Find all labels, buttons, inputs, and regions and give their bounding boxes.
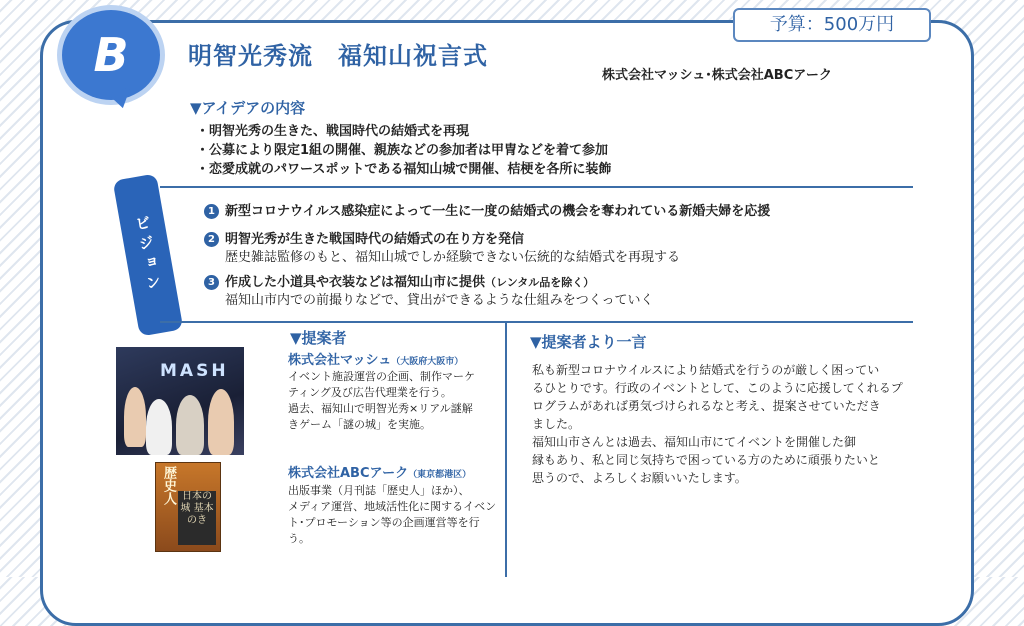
idea-item: ・恋愛成就のパワースポットである福知山城で開催、桔梗を各所に装飾 — [196, 162, 612, 177]
vision-tag: ビジョン — [113, 173, 184, 336]
budget-box: 予算：500万円 — [733, 8, 931, 42]
magazine-cover-text: 日本の城 基本のき — [178, 491, 216, 545]
idea-item: ・公募により限定1組の開催、親族などの参加者は甲冑などを着て参加 — [196, 143, 609, 158]
proposer-name-mash: 株式会社マッシュ（大阪府大阪市） — [288, 353, 464, 368]
person-figure — [208, 389, 234, 455]
vision-sub: 歴史雑誌監修のもと、福知山城でしか経験できない伝統的な結婚式を再現する — [225, 250, 681, 265]
vision-item-2 — [204, 231, 680, 267]
mash-team-photo — [116, 347, 244, 455]
proposer-desc-mash: イベント施設運営の企画、制作マーケ ティング及び広告代理業を行う。 過去、福知山で明智光秀×リアル謎解 きゲーム「謎の城」を実施。 — [288, 370, 475, 431]
page-title: 明智光秀流 福知山祝言式 — [188, 42, 488, 70]
proposer-desc-abc: 出版事業（月刊誌「歴史人」ほか）、 メディア運営、地域活性化に関するイベン ト･プロモーション等の企画運営等を行う。 — [288, 484, 497, 545]
number-badge: 3 — [204, 275, 219, 290]
number-badge: 1 — [204, 204, 219, 219]
proposer-name-abc: 株式会社ABCアーク（東京都港区） — [288, 466, 472, 481]
proposer-heading: ▼提案者 — [290, 329, 347, 347]
person-figure — [124, 387, 146, 447]
vision-sub: 福知山市内での前撮りなどで、貸出ができるような仕組みをつくっていく — [225, 293, 654, 308]
divider-middle — [160, 321, 913, 323]
magazine-title: 歴史人 — [161, 466, 176, 505]
idea-heading: ▼アイデアの内容 — [190, 99, 306, 117]
message-body: 私も新型コロナウイルスにより結婚式を行うのが厳しく困ってい るひとりです。行政のイベントとして、このように応援してくれるプ ログラムがあれば勇気づけられるなと考え、提案させていただき ました。 福知山市さんとは過去、福知山市にてイベントを開催した御 縁もあり、私と同じ気持ちで困っている方のために頑張りたいと 思うので、よろしくお願いいたします。 — [532, 363, 903, 485]
person-figure — [176, 395, 204, 455]
vision-item-3 — [204, 274, 653, 310]
idea-list — [196, 122, 611, 179]
vision-item-1 — [204, 203, 770, 221]
vision-title: 作成した小道具や衣装などは福知山市に提供 — [225, 275, 486, 290]
vision-title: 新型コロナウイルス感染症によって一生に一度の結婚式の機会を奪われている新婚夫婦を応援 — [225, 204, 771, 219]
vision-title: 明智光秀が生きた戦国時代の結婚式の在り方を発信 — [225, 232, 525, 247]
person-figure — [146, 399, 172, 455]
idea-item: ・明智光秀の生きた、戦国時代の結婚式を再現 — [196, 124, 470, 139]
divider-top — [160, 186, 913, 188]
badge-letter: B — [93, 28, 129, 82]
vision-note: （レンタル品を除く） — [485, 276, 595, 289]
company-names: 株式会社マッシュ･株式会社ABCアーク — [602, 68, 832, 83]
message-heading: ▼提案者より一言 — [530, 333, 647, 351]
photo-sign: MASH — [160, 361, 229, 381]
magazine-cover-image — [155, 462, 221, 552]
divider-vertical — [505, 323, 507, 577]
number-badge: 2 — [204, 232, 219, 247]
